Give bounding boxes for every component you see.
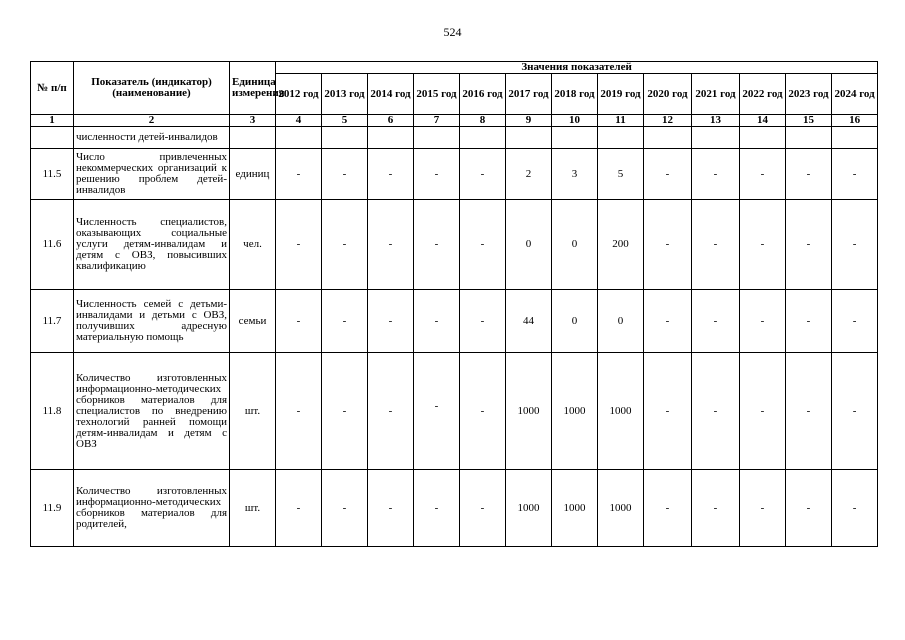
column-index: 13	[692, 115, 740, 127]
table-row	[31, 127, 878, 149]
value-cell: -	[832, 200, 878, 290]
column-index: 10	[552, 115, 598, 127]
value-cell: -	[644, 149, 692, 200]
value-cell: 0	[506, 200, 552, 290]
table-row	[31, 200, 878, 290]
table-row	[31, 149, 878, 200]
value-cell	[368, 127, 414, 149]
header-year: 2012 год	[276, 74, 322, 115]
value-cell: -	[460, 353, 506, 470]
value-cell: -	[414, 149, 460, 200]
value-cell	[414, 127, 460, 149]
value-cell	[692, 127, 740, 149]
value-cell: 1000	[552, 470, 598, 547]
value-cell	[506, 127, 552, 149]
value-cell: 200	[598, 200, 644, 290]
indicator-name: Количество изготовленных информационно-методических сборников материалов для родителей,	[74, 470, 230, 547]
column-index: 11	[598, 115, 644, 127]
unit-cell: единиц	[230, 149, 276, 200]
value-cell: -	[740, 290, 786, 353]
value-cell: -	[832, 290, 878, 353]
column-index: 14	[740, 115, 786, 127]
value-cell: 0	[598, 290, 644, 353]
row-number: 11.7	[31, 290, 74, 353]
unit-cell: чел.	[230, 200, 276, 290]
value-cell: 1000	[598, 353, 644, 470]
header-unit: Единица измерения	[230, 62, 276, 115]
value-cell: -	[644, 353, 692, 470]
indicator-name: Число привлеченных некоммерческих организаций к решению проблем детей-инвалидов	[74, 149, 230, 200]
value-cell: 44	[506, 290, 552, 353]
header-year: 2024 год	[832, 74, 878, 115]
value-cell: -	[276, 290, 322, 353]
column-index: 6	[368, 115, 414, 127]
column-index: 8	[460, 115, 506, 127]
indicator-name: Численность семей с детьми-инвалидами и детьми с ОВЗ, получивших адресную материальную помощь	[74, 290, 230, 353]
value-cell: 5	[598, 149, 644, 200]
value-cell: -	[644, 470, 692, 547]
indicator-name: Количество изготовленных информационно-методических сборников материалов для специалистов по внедрению технологий ранней помощи детям-инвалидам и детям с ОВЗ	[74, 353, 230, 470]
value-cell	[832, 127, 878, 149]
value-cell: -	[832, 470, 878, 547]
header-year: 2022 год	[740, 74, 786, 115]
value-cell	[552, 127, 598, 149]
column-index: 4	[276, 115, 322, 127]
header-indicator: Показатель (индикатор) (наименование)	[74, 62, 230, 115]
value-cell: -	[368, 200, 414, 290]
value-cell: -	[740, 149, 786, 200]
header-year: 2014 год	[368, 74, 414, 115]
indicators-table	[30, 61, 878, 547]
value-cell: 1000	[506, 353, 552, 470]
value-cell: -	[276, 200, 322, 290]
value-cell: -	[322, 470, 368, 547]
column-index: 15	[786, 115, 832, 127]
value-cell: -	[322, 149, 368, 200]
value-cell: -	[276, 149, 322, 200]
value-cell	[740, 127, 786, 149]
header-year: 2020 год	[644, 74, 692, 115]
unit-cell: шт.	[230, 353, 276, 470]
value-cell: -	[740, 353, 786, 470]
header-num: № п/п	[31, 62, 74, 115]
value-cell: -	[414, 290, 460, 353]
unit-cell: семьи	[230, 290, 276, 353]
header-year: 2015 год	[414, 74, 460, 115]
value-cell	[598, 127, 644, 149]
value-cell: -	[414, 353, 460, 470]
column-index: 9	[506, 115, 552, 127]
indicator-name: Численность специалистов, оказывающих социальные услуги детям-инвалидам и детям с ОВЗ, повысивших квалификацию	[74, 200, 230, 290]
value-cell: -	[786, 149, 832, 200]
value-cell: -	[786, 200, 832, 290]
value-cell: -	[786, 290, 832, 353]
value-cell: -	[692, 470, 740, 547]
value-cell: -	[786, 470, 832, 547]
header-year: 2017 год	[506, 74, 552, 115]
value-cell: -	[414, 200, 460, 290]
unit-cell: шт.	[230, 470, 276, 547]
value-cell: 2	[506, 149, 552, 200]
row-number: 11.5	[31, 149, 74, 200]
value-cell: -	[460, 200, 506, 290]
value-cell: 1000	[598, 470, 644, 547]
header-year: 2018 год	[552, 74, 598, 115]
value-cell: -	[786, 353, 832, 470]
value-cell: -	[368, 290, 414, 353]
value-cell: -	[322, 290, 368, 353]
row-number: 11.8	[31, 353, 74, 470]
column-index: 2	[74, 115, 230, 127]
value-cell: -	[322, 200, 368, 290]
table-row	[31, 470, 878, 547]
value-cell: -	[460, 149, 506, 200]
value-cell: -	[692, 290, 740, 353]
row-number: 11.6	[31, 200, 74, 290]
value-cell: -	[740, 200, 786, 290]
value-cell: -	[276, 470, 322, 547]
column-index-row	[31, 115, 878, 127]
value-cell: 3	[552, 149, 598, 200]
value-cell: -	[368, 470, 414, 547]
column-index: 5	[322, 115, 368, 127]
value-cell: -	[832, 149, 878, 200]
header-year: 2013 год	[322, 74, 368, 115]
value-cell: -	[692, 149, 740, 200]
header-year: 2023 год	[786, 74, 832, 115]
value-cell: 0	[552, 200, 598, 290]
indicator-name: численности детей-инвалидов	[74, 127, 230, 149]
value-cell: -	[460, 470, 506, 547]
header-values-group: Значения показателей	[276, 62, 878, 74]
column-index: 3	[230, 115, 276, 127]
value-cell	[322, 127, 368, 149]
value-cell: -	[692, 200, 740, 290]
column-index: 1	[31, 115, 74, 127]
value-cell: -	[368, 149, 414, 200]
header-year: 2019 год	[598, 74, 644, 115]
value-cell: -	[414, 470, 460, 547]
row-number: 11.9	[31, 470, 74, 547]
value-cell: -	[740, 470, 786, 547]
column-index: 16	[832, 115, 878, 127]
value-cell: -	[644, 290, 692, 353]
value-cell: -	[832, 353, 878, 470]
value-cell	[276, 127, 322, 149]
value-cell: -	[460, 290, 506, 353]
value-cell: 1000	[552, 353, 598, 470]
value-cell: 0	[552, 290, 598, 353]
header-year: 2016 год	[460, 74, 506, 115]
value-cell	[644, 127, 692, 149]
header-year: 2021 год	[692, 74, 740, 115]
page-number: 524	[443, 25, 462, 39]
value-cell: -	[368, 353, 414, 470]
unit-cell	[230, 127, 276, 149]
value-cell: -	[276, 353, 322, 470]
table-row	[31, 290, 878, 353]
value-cell: -	[644, 200, 692, 290]
column-index: 12	[644, 115, 692, 127]
value-cell: -	[322, 353, 368, 470]
value-cell: -	[692, 353, 740, 470]
value-cell	[460, 127, 506, 149]
row-number	[31, 127, 74, 149]
value-cell	[786, 127, 832, 149]
value-cell: 1000	[506, 470, 552, 547]
column-index: 7	[414, 115, 460, 127]
table-row	[31, 353, 878, 470]
